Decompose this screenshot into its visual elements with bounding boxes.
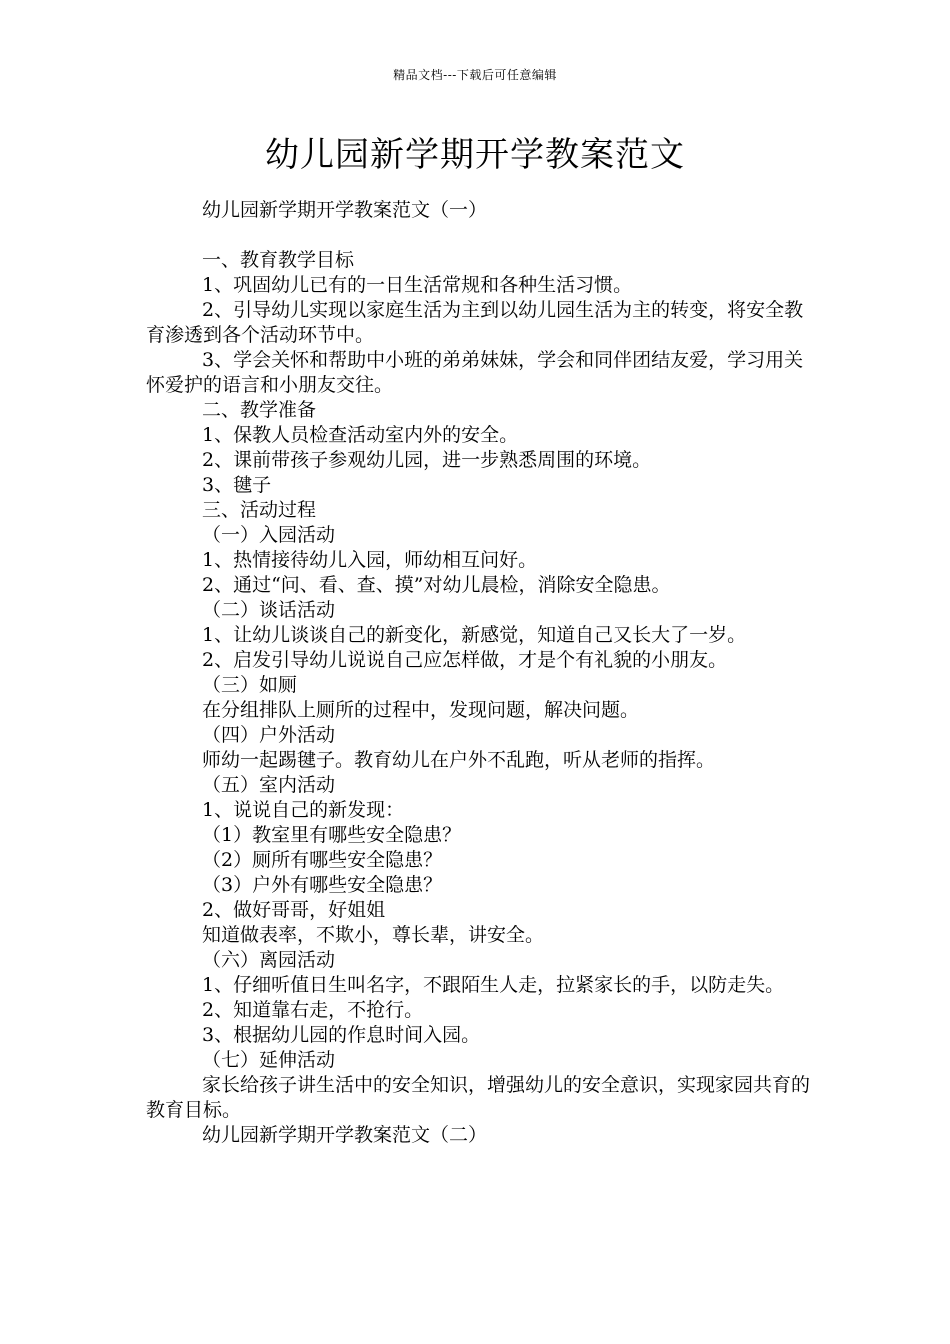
paragraph-line: （六）离园活动: [202, 949, 336, 971]
paragraph-line: 2、做好哥哥，好姐姐: [202, 899, 386, 921]
paragraph-line: 1、让幼儿谈谈自己的新变化，新感觉，知道自己又长大了一岁。: [202, 624, 747, 646]
paragraph-line: 三、活动过程: [202, 499, 317, 521]
paragraph-line: （五）室内活动: [202, 774, 336, 796]
paragraph-line: （四）户外活动: [202, 724, 336, 746]
paragraph-line: 3、根据幼儿园的作息时间入园。: [202, 1024, 481, 1046]
paragraph-line: 1、热情接待幼儿入园，师幼相互问好。: [202, 549, 538, 571]
paragraph-line: （二）谈话活动: [202, 599, 336, 621]
paragraph-line: （一）入园活动: [202, 524, 336, 546]
document-title: 幼儿园新学期开学教案范文: [265, 135, 685, 175]
paragraph-line: 家长给孩子讲生活中的安全知识，增强幼儿的安全意识，实现家园共育的教育目标。: [146, 1074, 811, 1121]
document-body: [146, 198, 816, 1148]
paragraph-line: 一、教育教学目标: [202, 249, 355, 271]
paragraph-line: 1、巩固幼儿已有的一日生活常规和各种生活习惯。: [202, 274, 633, 296]
paragraph-line: （3）户外有哪些安全隐患？: [202, 874, 443, 896]
paragraph-line: 在分组排队上厕所的过程中，发现问题，解决问题。: [202, 699, 640, 721]
paragraph-line: 幼儿园新学期开学教案范文（二）: [202, 1124, 488, 1146]
paragraph-line: 2、课前带孩子参观幼儿园，进一步熟悉周围的环境。: [202, 449, 652, 471]
paragraph-line: 2、启发引导幼儿说说自己应怎样做，才是个有礼貌的小朋友。: [202, 649, 728, 671]
paragraph-line: 2、引导幼儿实现以家庭生活为主到以幼儿园生活为主的转变，将安全教育渗透到各个活动环节中。: [146, 299, 804, 346]
paragraph-line: 师幼一起踢毽子。教育幼儿在户外不乱跑，听从老师的指挥。: [202, 749, 716, 771]
page-header: 精品文档---下载后可任意编辑: [393, 68, 557, 82]
paragraph-line: 幼儿园新学期开学教案范文（一）: [202, 199, 488, 221]
paragraph-line: 2、通过“问、看、查、摸”对幼儿晨检，消除安全隐患。: [202, 574, 671, 596]
paragraph-line: （1）教室里有哪些安全隐患？: [202, 824, 462, 846]
blank-line: [146, 223, 816, 248]
paragraph-line: （三）如厕: [202, 674, 298, 696]
paragraph-line: 2、知道靠右走，不抢行。: [202, 999, 424, 1021]
paragraph-line: 知道做表率，不欺小，尊长辈，讲安全。: [202, 924, 545, 946]
paragraph-line: （七）延伸活动: [202, 1049, 336, 1071]
paragraph-line: 3、学会关怀和帮助中小班的弟弟妹妹，学会和同伴团结友爱，学习用关怀爱护的语言和小朋友交往。: [146, 349, 804, 396]
paragraph-line: （2）厕所有哪些安全隐患？: [202, 849, 443, 871]
paragraph-line: 3、毽子: [202, 474, 272, 496]
paragraph-line: 1、仔细听值日生叫名字，不跟陌生人走，拉紧家长的手，以防走失。: [202, 974, 785, 996]
paragraph-line: 二、教学准备: [202, 399, 317, 421]
paragraph-line: 1、说说自己的新发现：: [202, 799, 405, 821]
paragraph-line: 1、保教人员检查活动室内外的安全。: [202, 424, 519, 446]
